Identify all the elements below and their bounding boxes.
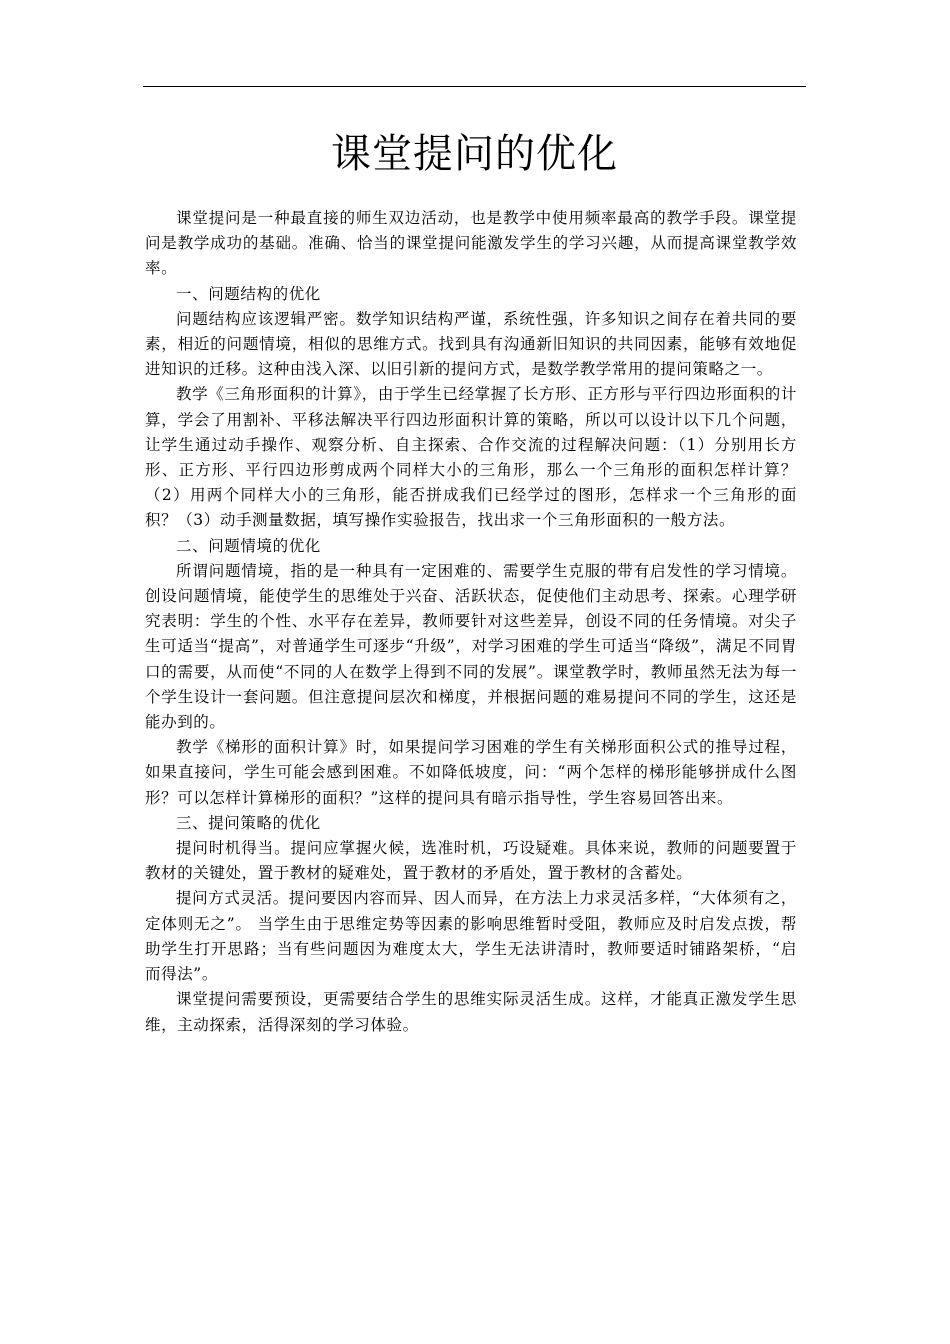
intro-paragraph: 课堂提问是一种最直接的师生双边活动，也是教学中使用频率最高的教学手段。课堂提问是教学成功的基础。准确、恰当的课堂提问能激发学生的学习兴趣，从而提高课堂教学效率。 xyxy=(145,209,797,278)
document-body xyxy=(145,206,797,1038)
body-paragraph: 提问时机得当。提问应掌握火候，选准时机，巧设疑难。具体来说，教师的问题要置于教材的关键处，置于教材的疑难处，置于教材的矛盾处，置于教材的含蓄处。 xyxy=(145,839,797,883)
body-paragraph: 教学《三角形面积的计算》，由于学生已经掌握了长方形、正方形与平行四边形面积的计算，学会了用割补、平移法解决平行四边形面积计算的策略，所以可以设计以下几个问题，让学生通过动手操作、观察分析、自主探索、合作交流的过程解决问题：（1）分别用长方形、正方形、平行四边形剪成两个同样大小的三角形，那么一个三角形的面积怎样计算？（2）用两个同样大小的三角形，能否拼成我们已经学过的图形，怎样求一个三角形的面积？（3）动手测量数据，填写操作实验报告，找出求一个三角形面积的一般方法。 xyxy=(145,385,797,530)
document-title: 课堂提问的优化 xyxy=(331,131,618,177)
section-heading-3: 三、提问策略的优化 xyxy=(176,813,321,832)
section-heading-2: 二、问题情境的优化 xyxy=(176,536,321,555)
header-rule xyxy=(143,86,806,87)
body-paragraph: 教学《梯形的面积计算》时，如果提问学习困难的学生有关梯形面积公式的推导过程，如果直接问，学生可能会感到困难。不如降低坡度，问：“两个怎样的梯形能够拼成什么图形？可以怎样计算梯形的面积？”这样的提问具有暗示指导性，学生容易回答出来。 xyxy=(145,738,797,807)
section-heading-1: 一、问题结构的优化 xyxy=(176,284,321,303)
conclusion-paragraph: 课堂提问需要预设，更需要结合学生的思维实际灵活生成。这样，才能真正激发学生思维，主动探索，活得深刻的学习体验。 xyxy=(145,990,797,1034)
body-paragraph: 问题结构应该逻辑严密。数学知识结构严谨，系统性强，许多知识之间存在着共同的要素，相近的问题情境，相似的思维方式。找到具有沟通新旧知识的共同因素，能够有效地促进知识的迁移。这种由浅入深、以旧引新的提问方式，是数学教学常用的提问策略之一。 xyxy=(145,309,797,379)
body-paragraph: 提问方式灵活。提问要因内容而异、因人而异，在方法上力求灵活多样，“大体须有之，定体则无之”。 当学生由于思维定势等因素的影响思维暂时受阻，教师应及时启发点拨，帮助学生打开思路；当有些问题因为难度太大，学生无法讲清时，教师要适时铺路架桥，“启而得法”。 xyxy=(145,889,797,984)
body-paragraph: 所谓问题情境，指的是一种具有一定困难的、需要学生克服的带有启发性的学习情境。创设问题情境，能使学生的思维处于兴奋、活跃状态，促使他们主动思考、探索。心理学研究表明：学生的个性、水平存在差异，教师要针对这些差异，创设不同的任务情境。对尖子生可适当“提高”，对普通学生可逐步“升级”，对学习困难的学生可适当“降级”，满足不同胃口的需要，从而使“不同的人在数学上得到不同的发展”。课堂教学时，教师虽然无法为每一个学生设计一套问题。但注意提问层次和梯度，并根据问题的难易提问不同的学生，这还是能办到的。 xyxy=(145,561,797,732)
